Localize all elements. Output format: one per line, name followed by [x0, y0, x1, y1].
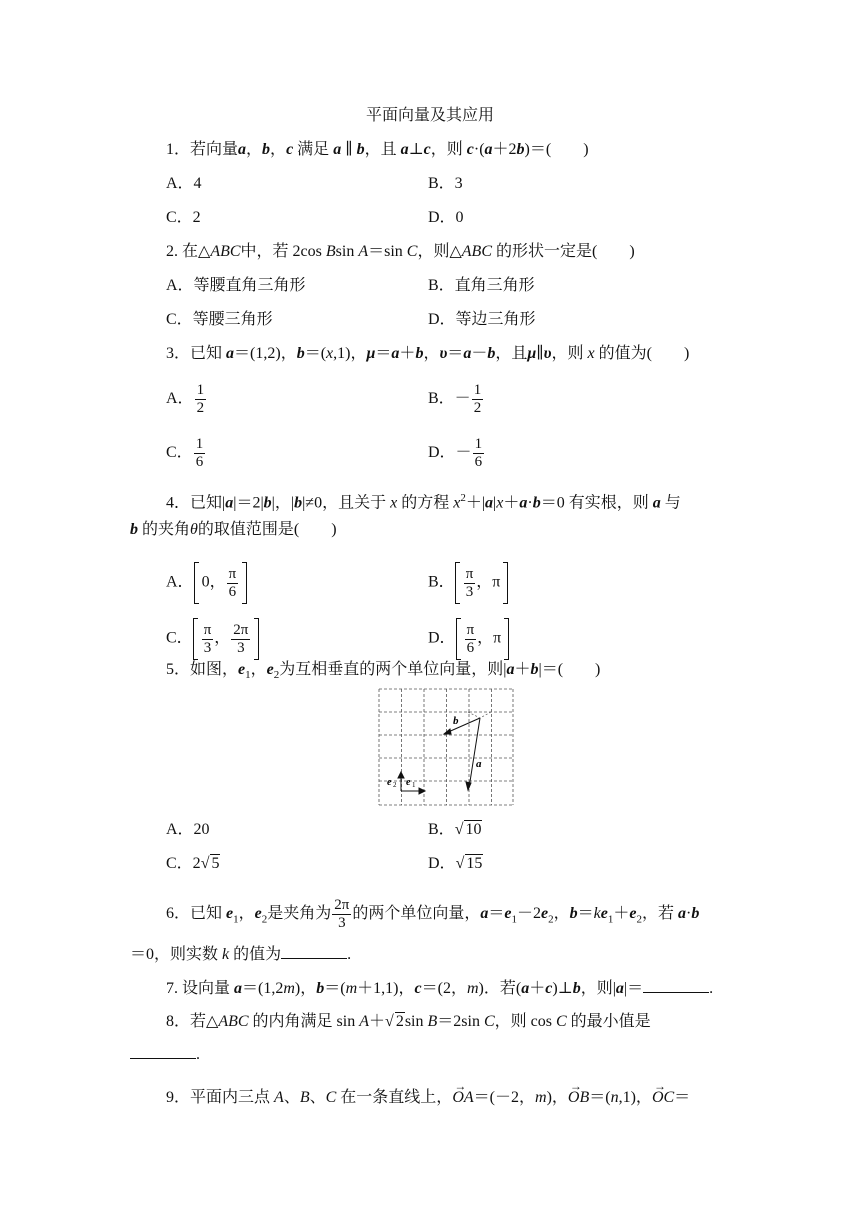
- vector-b-line: [446, 718, 480, 733]
- question-4-line2: b 的夹角θ的取值范围是( ): [130, 521, 337, 538]
- q1-option-b: B．3: [428, 175, 463, 192]
- answer-blank[interactable]: [130, 1044, 196, 1059]
- question-5: 5．如图，$e_1$，$e_2$为互相垂直的两个单位向量，则|a＋b|＝( ): [166, 661, 601, 682]
- q2-option-c: C．等腰三角形: [166, 311, 273, 328]
- question-8-line2: .: [130, 1044, 200, 1065]
- label-b: b: [453, 715, 459, 727]
- answer-blank[interactable]: [281, 944, 347, 959]
- question-1: 1．若向量a，b，c 满足 a ∥ b，且 a⊥c，则 c·(a＋2b)＝( ): [166, 141, 589, 158]
- q5-option-b: B．√ 10: [428, 821, 482, 838]
- question-9: 9．平面内三点 A、B、C 在一条直线上，→ OA＝(－2，m)，→ OB＝(n,1)，→ OC＝: [166, 1088, 690, 1108]
- question-6: 6．已知 $e_1$，$e_2$是夹角为 $\frac{2\pi}{3}$ 的两个单位向量，$a=e_1-2e_2$，$b=ke_1+e_2$，若 a·b: [166, 897, 700, 931]
- vector-a-arrowhead: [466, 782, 471, 790]
- q4-option-b: B． $\frac{\pi}{3}$ ，π: [428, 562, 508, 604]
- question-4: 4．已知|a|＝2|b|，|b|≠0，且关于 x 的方程 $x^2+|a|x+a\cdot b=0$ 有实根，则 a 与: [166, 492, 681, 512]
- page-title: 平面向量及其应用: [365, 107, 494, 124]
- label-e1: e: [406, 777, 411, 788]
- grid-lines: [379, 689, 513, 805]
- q2-option-a: A．等腰直角三角形: [166, 277, 306, 294]
- q1-option-a: A．4: [166, 175, 202, 192]
- question-8: 8．若△ABC 的内角满足 sin A＋√ 2sin B＝2sin C，则 cos C 的最小值是: [166, 1013, 651, 1030]
- q3-option-c: C． $\frac{1}{6}$: [166, 436, 204, 470]
- q4-option-a: A． 0， $\frac{\pi}{6}$: [166, 562, 247, 604]
- label-e2-sub: 2: [393, 781, 397, 789]
- question-7: 7. 设向量 a＝(1,2m)，b＝(m＋1,1)，c＝(2，m)．若(a＋c)⊥b，则|a|＝ .: [166, 980, 714, 997]
- q1-option-d: D．0: [428, 209, 464, 226]
- q3-option-b: B．－ $\frac{1}{2}$: [428, 382, 482, 416]
- q5-option-d: D．√ 15: [428, 855, 483, 872]
- vector-e2-arrowhead: [398, 772, 404, 778]
- q2-option-d: D．等边三角形: [428, 311, 536, 328]
- q5-option-a: A．20: [166, 821, 210, 838]
- label-a: a: [476, 758, 482, 770]
- answer-blank[interactable]: [643, 978, 709, 993]
- label-e2: e: [387, 777, 392, 788]
- grid-diagram: [378, 688, 514, 806]
- question-2: 2. 在△ABC中，若 2cos Bsin A＝sin C，则△ABC 的形状一定是( ): [166, 243, 635, 260]
- question-3: 3．已知 a＝(1,2)，b＝(x,1)，μ＝a＋b，υ＝a－b，且μ∥υ，则 x 的值为( ): [166, 345, 690, 362]
- vector-b-arrowhead: [444, 729, 451, 734]
- q5-option-c: C．2√ 5: [166, 855, 220, 872]
- q2-option-b: B．直角三角形: [428, 277, 535, 294]
- vector-grid-figure: [378, 688, 514, 811]
- label-e1-sub: 1: [412, 781, 416, 789]
- vector-e1-arrowhead: [419, 788, 425, 794]
- vector-a-line: [469, 718, 480, 788]
- q1-option-c: C．2: [166, 209, 201, 226]
- question-6-line2: ＝0，则实数 k 的值为 .: [130, 946, 352, 963]
- q4-option-d: D． $\frac{\pi}{6}$ ，π: [428, 618, 509, 660]
- q3-option-a: A． $\frac{1}{2}$: [166, 382, 205, 416]
- q3-option-d: D．－ $\frac{1}{6}$: [428, 436, 483, 470]
- q4-option-c: C． $\frac{\pi}{3}$ ， $\frac{2\pi}{3}$: [166, 618, 259, 660]
